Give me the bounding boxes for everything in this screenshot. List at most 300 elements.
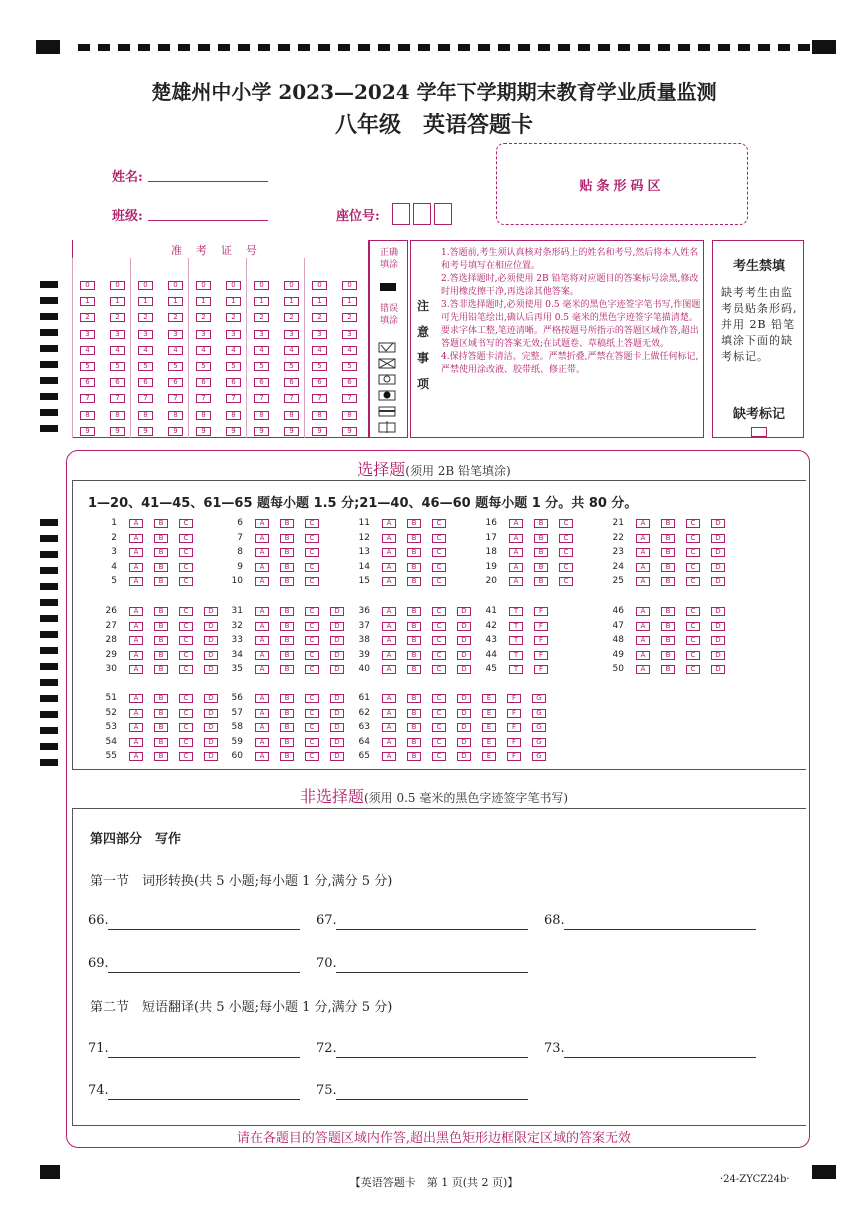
option-bubble[interactable]: B	[661, 577, 675, 586]
option-bubble[interactable]: C	[305, 636, 319, 645]
option-bubble[interactable]: C	[305, 622, 319, 631]
exam-id-bubble[interactable]: 3	[342, 330, 357, 339]
option-bubble[interactable]: F	[534, 607, 548, 616]
option-bubble[interactable]: F	[534, 651, 548, 660]
option-bubble[interactable]: B	[407, 665, 421, 674]
option-bubble[interactable]: B	[280, 723, 294, 732]
exam-id-bubble[interactable]: 8	[284, 411, 299, 420]
exam-id-bubble[interactable]: 3	[138, 330, 153, 339]
option-bubble[interactable]: C	[305, 752, 319, 761]
option-bubble[interactable]: B	[280, 738, 294, 747]
option-bubble[interactable]: A	[255, 694, 269, 703]
option-bubble[interactable]: C	[432, 752, 446, 761]
option-bubble[interactable]: B	[280, 577, 294, 586]
option-bubble[interactable]: B	[534, 519, 548, 528]
option-bubble[interactable]: B	[661, 622, 675, 631]
option-bubble[interactable]: A	[129, 622, 143, 631]
option-bubble[interactable]: B	[534, 534, 548, 543]
option-bubble[interactable]: B	[407, 651, 421, 660]
option-bubble[interactable]: D	[330, 723, 344, 732]
option-bubble[interactable]: C	[686, 607, 700, 616]
exam-id-bubble[interactable]: 1	[342, 297, 357, 306]
exam-id-bubble[interactable]: 9	[196, 427, 211, 436]
option-bubble[interactable]: C	[305, 519, 319, 528]
exam-id-bubble[interactable]: 8	[168, 411, 183, 420]
option-bubble[interactable]: C	[179, 548, 193, 557]
exam-id-bubble[interactable]: 2	[312, 313, 327, 322]
exam-id-bubble[interactable]: 2	[226, 313, 241, 322]
option-bubble[interactable]: B	[407, 752, 421, 761]
exam-id-bubble[interactable]: 4	[168, 346, 183, 355]
option-bubble[interactable]: D	[330, 651, 344, 660]
option-bubble[interactable]: A	[129, 752, 143, 761]
option-bubble[interactable]: B	[661, 636, 675, 645]
answer-blank[interactable]	[336, 972, 528, 973]
option-bubble[interactable]: C	[179, 723, 193, 732]
option-bubble[interactable]: D	[204, 607, 218, 616]
option-bubble[interactable]: C	[559, 548, 573, 557]
option-bubble[interactable]: C	[432, 577, 446, 586]
option-bubble[interactable]: A	[382, 709, 396, 718]
option-bubble[interactable]: C	[686, 534, 700, 543]
exam-id-bubble[interactable]: 1	[80, 297, 95, 306]
absent-mark-box[interactable]	[751, 427, 767, 437]
option-bubble[interactable]: B	[154, 548, 168, 557]
answer-blank[interactable]	[108, 1057, 300, 1058]
option-bubble[interactable]: D	[457, 607, 471, 616]
option-bubble[interactable]: A	[509, 563, 523, 572]
option-bubble[interactable]: B	[407, 607, 421, 616]
option-bubble[interactable]: F	[507, 752, 521, 761]
option-bubble[interactable]: D	[204, 622, 218, 631]
option-bubble[interactable]: A	[255, 548, 269, 557]
exam-id-bubble[interactable]: 2	[196, 313, 211, 322]
exam-id-bubble[interactable]: 0	[168, 281, 183, 290]
option-bubble[interactable]: C	[179, 577, 193, 586]
option-bubble[interactable]: A	[636, 665, 650, 674]
exam-id-bubble[interactable]: 5	[138, 362, 153, 371]
exam-id-bubble[interactable]: 1	[110, 297, 125, 306]
option-bubble[interactable]: A	[255, 577, 269, 586]
option-bubble[interactable]: D	[330, 738, 344, 747]
option-bubble[interactable]: C	[432, 709, 446, 718]
exam-id-bubble[interactable]: 4	[312, 346, 327, 355]
exam-id-bubble[interactable]: 3	[226, 330, 241, 339]
option-bubble[interactable]: C	[432, 534, 446, 543]
option-bubble[interactable]: A	[129, 723, 143, 732]
exam-id-bubble[interactable]: 1	[254, 297, 269, 306]
exam-id-bubble[interactable]: 0	[110, 281, 125, 290]
option-bubble[interactable]: B	[407, 519, 421, 528]
option-bubble[interactable]: A	[255, 665, 269, 674]
option-bubble[interactable]: A	[382, 752, 396, 761]
option-bubble[interactable]: B	[280, 563, 294, 572]
option-bubble[interactable]: T	[509, 636, 523, 645]
answer-blank[interactable]	[108, 1099, 300, 1100]
option-bubble[interactable]: C	[432, 665, 446, 674]
option-bubble[interactable]: C	[686, 665, 700, 674]
option-bubble[interactable]: C	[179, 665, 193, 674]
option-bubble[interactable]: B	[534, 577, 548, 586]
option-bubble[interactable]: C	[305, 563, 319, 572]
option-bubble[interactable]: A	[636, 636, 650, 645]
exam-id-bubble[interactable]: 3	[254, 330, 269, 339]
option-bubble[interactable]: B	[154, 534, 168, 543]
option-bubble[interactable]: B	[154, 519, 168, 528]
name-field[interactable]	[148, 181, 268, 182]
option-bubble[interactable]: B	[407, 563, 421, 572]
exam-id-bubble[interactable]: 9	[80, 427, 95, 436]
option-bubble[interactable]: T	[509, 665, 523, 674]
option-bubble[interactable]: G	[532, 752, 546, 761]
option-bubble[interactable]: D	[330, 752, 344, 761]
option-bubble[interactable]: C	[179, 694, 193, 703]
option-bubble[interactable]: D	[711, 622, 725, 631]
option-bubble[interactable]: A	[382, 519, 396, 528]
option-bubble[interactable]: A	[382, 651, 396, 660]
exam-id-bubble[interactable]: 2	[342, 313, 357, 322]
option-bubble[interactable]: T	[509, 607, 523, 616]
exam-id-bubble[interactable]: 1	[196, 297, 211, 306]
option-bubble[interactable]: A	[509, 577, 523, 586]
option-bubble[interactable]: B	[280, 709, 294, 718]
option-bubble[interactable]: G	[532, 709, 546, 718]
option-bubble[interactable]: B	[280, 607, 294, 616]
option-bubble[interactable]: D	[204, 738, 218, 747]
option-bubble[interactable]: B	[280, 694, 294, 703]
exam-id-bubble[interactable]: 7	[168, 394, 183, 403]
exam-id-bubble[interactable]: 6	[312, 378, 327, 387]
option-bubble[interactable]: F	[507, 709, 521, 718]
option-bubble[interactable]: C	[432, 548, 446, 557]
option-bubble[interactable]: A	[255, 622, 269, 631]
option-bubble[interactable]: F	[507, 694, 521, 703]
exam-id-bubble[interactable]: 3	[110, 330, 125, 339]
option-bubble[interactable]: C	[432, 738, 446, 747]
option-bubble[interactable]: C	[432, 651, 446, 660]
option-bubble[interactable]: B	[661, 563, 675, 572]
option-bubble[interactable]: G	[532, 723, 546, 732]
option-bubble[interactable]: D	[457, 694, 471, 703]
option-bubble[interactable]: A	[255, 563, 269, 572]
exam-id-bubble[interactable]: 8	[138, 411, 153, 420]
exam-id-bubble[interactable]: 3	[284, 330, 299, 339]
option-bubble[interactable]: C	[559, 534, 573, 543]
option-bubble[interactable]: C	[686, 651, 700, 660]
option-bubble[interactable]: B	[407, 577, 421, 586]
exam-id-bubble[interactable]: 7	[284, 394, 299, 403]
exam-id-bubble[interactable]: 3	[312, 330, 327, 339]
exam-id-bubble[interactable]: 0	[196, 281, 211, 290]
option-bubble[interactable]: B	[154, 651, 168, 660]
exam-id-bubble[interactable]: 9	[110, 427, 125, 436]
option-bubble[interactable]: B	[534, 548, 548, 557]
exam-id-bubble[interactable]: 6	[80, 378, 95, 387]
exam-id-bubble[interactable]: 1	[284, 297, 299, 306]
option-bubble[interactable]: D	[457, 651, 471, 660]
option-bubble[interactable]: D	[457, 665, 471, 674]
option-bubble[interactable]: B	[154, 738, 168, 747]
option-bubble[interactable]: C	[432, 723, 446, 732]
option-bubble[interactable]: B	[407, 738, 421, 747]
option-bubble[interactable]: B	[280, 548, 294, 557]
exam-id-bubble[interactable]: 8	[342, 411, 357, 420]
answer-blank[interactable]	[336, 929, 528, 930]
option-bubble[interactable]: A	[382, 665, 396, 674]
seat-box-1[interactable]	[392, 203, 410, 225]
option-bubble[interactable]: F	[507, 723, 521, 732]
exam-id-bubble[interactable]: 9	[284, 427, 299, 436]
option-bubble[interactable]: C	[179, 738, 193, 747]
option-bubble[interactable]: C	[179, 607, 193, 616]
option-bubble[interactable]: D	[204, 651, 218, 660]
exam-id-bubble[interactable]: 0	[138, 281, 153, 290]
option-bubble[interactable]: B	[154, 636, 168, 645]
exam-id-bubble[interactable]: 5	[168, 362, 183, 371]
option-bubble[interactable]: C	[686, 519, 700, 528]
option-bubble[interactable]: A	[129, 534, 143, 543]
exam-id-bubble[interactable]: 5	[196, 362, 211, 371]
exam-id-bubble[interactable]: 0	[342, 281, 357, 290]
option-bubble[interactable]: E	[482, 723, 496, 732]
option-bubble[interactable]: A	[129, 577, 143, 586]
option-bubble[interactable]: C	[559, 563, 573, 572]
option-bubble[interactable]: F	[534, 636, 548, 645]
option-bubble[interactable]: A	[129, 636, 143, 645]
exam-id-bubble[interactable]: 9	[226, 427, 241, 436]
exam-id-bubble[interactable]: 4	[138, 346, 153, 355]
option-bubble[interactable]: D	[457, 636, 471, 645]
option-bubble[interactable]: A	[636, 534, 650, 543]
option-bubble[interactable]: F	[534, 622, 548, 631]
option-bubble[interactable]: C	[179, 534, 193, 543]
exam-id-bubble[interactable]: 2	[138, 313, 153, 322]
option-bubble[interactable]: B	[661, 519, 675, 528]
option-bubble[interactable]: C	[179, 622, 193, 631]
exam-id-bubble[interactable]: 8	[80, 411, 95, 420]
option-bubble[interactable]: A	[255, 607, 269, 616]
exam-id-bubble[interactable]: 5	[254, 362, 269, 371]
option-bubble[interactable]: B	[661, 651, 675, 660]
exam-id-bubble[interactable]: 7	[342, 394, 357, 403]
option-bubble[interactable]: C	[686, 577, 700, 586]
exam-id-bubble[interactable]: 2	[284, 313, 299, 322]
option-bubble[interactable]: F	[534, 665, 548, 674]
option-bubble[interactable]: A	[636, 607, 650, 616]
option-bubble[interactable]: F	[507, 738, 521, 747]
option-bubble[interactable]: D	[457, 622, 471, 631]
exam-id-bubble[interactable]: 5	[226, 362, 241, 371]
option-bubble[interactable]: C	[432, 519, 446, 528]
option-bubble[interactable]: D	[457, 723, 471, 732]
option-bubble[interactable]: D	[711, 636, 725, 645]
exam-id-bubble[interactable]: 1	[168, 297, 183, 306]
option-bubble[interactable]: A	[129, 709, 143, 718]
exam-id-bubble[interactable]: 3	[168, 330, 183, 339]
option-bubble[interactable]: D	[711, 665, 725, 674]
option-bubble[interactable]: E	[482, 709, 496, 718]
exam-id-bubble[interactable]: 4	[254, 346, 269, 355]
option-bubble[interactable]: B	[154, 563, 168, 572]
option-bubble[interactable]: B	[280, 534, 294, 543]
option-bubble[interactable]: A	[129, 548, 143, 557]
exam-id-bubble[interactable]: 8	[312, 411, 327, 420]
exam-id-bubble[interactable]: 1	[138, 297, 153, 306]
option-bubble[interactable]: C	[179, 709, 193, 718]
exam-id-bubble[interactable]: 4	[110, 346, 125, 355]
option-bubble[interactable]: D	[711, 548, 725, 557]
option-bubble[interactable]: G	[532, 738, 546, 747]
option-bubble[interactable]: C	[305, 709, 319, 718]
option-bubble[interactable]: C	[305, 607, 319, 616]
option-bubble[interactable]: B	[280, 752, 294, 761]
option-bubble[interactable]: D	[711, 563, 725, 572]
option-bubble[interactable]: C	[686, 548, 700, 557]
exam-id-bubble[interactable]: 0	[312, 281, 327, 290]
exam-id-bubble[interactable]: 2	[110, 313, 125, 322]
option-bubble[interactable]: D	[204, 723, 218, 732]
option-bubble[interactable]: D	[204, 709, 218, 718]
option-bubble[interactable]: D	[330, 694, 344, 703]
option-bubble[interactable]: A	[255, 534, 269, 543]
option-bubble[interactable]: D	[204, 694, 218, 703]
option-bubble[interactable]: C	[432, 694, 446, 703]
option-bubble[interactable]: T	[509, 651, 523, 660]
option-bubble[interactable]: D	[330, 622, 344, 631]
option-bubble[interactable]: D	[204, 665, 218, 674]
option-bubble[interactable]: D	[330, 636, 344, 645]
option-bubble[interactable]: C	[432, 622, 446, 631]
option-bubble[interactable]: C	[305, 723, 319, 732]
exam-id-bubble[interactable]: 6	[110, 378, 125, 387]
option-bubble[interactable]: A	[636, 577, 650, 586]
option-bubble[interactable]: B	[280, 651, 294, 660]
option-bubble[interactable]: A	[255, 651, 269, 660]
option-bubble[interactable]: C	[432, 607, 446, 616]
option-bubble[interactable]: A	[255, 519, 269, 528]
option-bubble[interactable]: D	[711, 607, 725, 616]
option-bubble[interactable]: C	[305, 548, 319, 557]
exam-id-bubble[interactable]: 0	[284, 281, 299, 290]
option-bubble[interactable]: C	[305, 738, 319, 747]
option-bubble[interactable]: B	[407, 694, 421, 703]
exam-id-bubble[interactable]: 5	[80, 362, 95, 371]
option-bubble[interactable]: C	[305, 694, 319, 703]
option-bubble[interactable]: D	[204, 752, 218, 761]
option-bubble[interactable]: D	[457, 738, 471, 747]
exam-id-bubble[interactable]: 4	[196, 346, 211, 355]
exam-id-bubble[interactable]: 0	[254, 281, 269, 290]
answer-blank[interactable]	[336, 1099, 528, 1100]
exam-id-bubble[interactable]: 7	[226, 394, 241, 403]
option-bubble[interactable]: A	[382, 694, 396, 703]
option-bubble[interactable]: B	[154, 694, 168, 703]
option-bubble[interactable]: B	[154, 622, 168, 631]
option-bubble[interactable]: A	[129, 651, 143, 660]
option-bubble[interactable]: A	[382, 563, 396, 572]
exam-id-bubble[interactable]: 8	[254, 411, 269, 420]
option-bubble[interactable]: D	[457, 709, 471, 718]
option-bubble[interactable]: A	[509, 519, 523, 528]
exam-id-bubble[interactable]: 1	[312, 297, 327, 306]
option-bubble[interactable]: A	[382, 534, 396, 543]
exam-id-bubble[interactable]: 0	[226, 281, 241, 290]
exam-id-bubble[interactable]: 9	[342, 427, 357, 436]
option-bubble[interactable]: C	[432, 636, 446, 645]
answer-blank[interactable]	[336, 1057, 528, 1058]
exam-id-bubble[interactable]: 7	[312, 394, 327, 403]
option-bubble[interactable]: D	[330, 709, 344, 718]
exam-id-bubble[interactable]: 4	[80, 346, 95, 355]
option-bubble[interactable]: B	[661, 665, 675, 674]
exam-id-bubble[interactable]: 9	[168, 427, 183, 436]
answer-blank[interactable]	[108, 929, 300, 930]
option-bubble[interactable]: C	[559, 577, 573, 586]
option-bubble[interactable]: D	[330, 665, 344, 674]
option-bubble[interactable]: D	[711, 577, 725, 586]
option-bubble[interactable]: A	[255, 723, 269, 732]
option-bubble[interactable]: D	[711, 651, 725, 660]
option-bubble[interactable]: B	[661, 548, 675, 557]
option-bubble[interactable]: B	[154, 709, 168, 718]
exam-id-bubble[interactable]: 7	[196, 394, 211, 403]
exam-id-bubble[interactable]: 3	[196, 330, 211, 339]
exam-id-bubble[interactable]: 8	[226, 411, 241, 420]
seat-box-3[interactable]	[434, 203, 452, 225]
option-bubble[interactable]: B	[661, 534, 675, 543]
option-bubble[interactable]: A	[382, 577, 396, 586]
option-bubble[interactable]: B	[280, 665, 294, 674]
option-bubble[interactable]: C	[179, 519, 193, 528]
option-bubble[interactable]: C	[179, 752, 193, 761]
option-bubble[interactable]: A	[382, 738, 396, 747]
option-bubble[interactable]: A	[636, 563, 650, 572]
exam-id-bubble[interactable]: 9	[312, 427, 327, 436]
option-bubble[interactable]: B	[280, 636, 294, 645]
option-bubble[interactable]: B	[154, 665, 168, 674]
option-bubble[interactable]: A	[636, 651, 650, 660]
option-bubble[interactable]: A	[382, 548, 396, 557]
exam-id-bubble[interactable]: 8	[196, 411, 211, 420]
option-bubble[interactable]: B	[280, 519, 294, 528]
option-bubble[interactable]: A	[255, 738, 269, 747]
exam-id-bubble[interactable]: 6	[226, 378, 241, 387]
exam-id-bubble[interactable]: 8	[110, 411, 125, 420]
option-bubble[interactable]: A	[636, 622, 650, 631]
option-bubble[interactable]: C	[179, 636, 193, 645]
exam-id-bubble[interactable]: 7	[254, 394, 269, 403]
option-bubble[interactable]: A	[255, 752, 269, 761]
exam-id-bubble[interactable]: 9	[138, 427, 153, 436]
option-bubble[interactable]: B	[407, 636, 421, 645]
option-bubble[interactable]: A	[382, 636, 396, 645]
option-bubble[interactable]: C	[179, 651, 193, 660]
option-bubble[interactable]: A	[129, 665, 143, 674]
option-bubble[interactable]: A	[509, 534, 523, 543]
class-field[interactable]	[148, 220, 268, 221]
option-bubble[interactable]: C	[305, 534, 319, 543]
exam-id-bubble[interactable]: 0	[80, 281, 95, 290]
exam-id-bubble[interactable]: 5	[110, 362, 125, 371]
exam-id-bubble[interactable]: 3	[80, 330, 95, 339]
exam-id-bubble[interactable]: 7	[110, 394, 125, 403]
exam-id-bubble[interactable]: 4	[226, 346, 241, 355]
option-bubble[interactable]: A	[129, 607, 143, 616]
option-bubble[interactable]: C	[686, 563, 700, 572]
option-bubble[interactable]: B	[407, 548, 421, 557]
option-bubble[interactable]: B	[661, 607, 675, 616]
option-bubble[interactable]: C	[305, 577, 319, 586]
